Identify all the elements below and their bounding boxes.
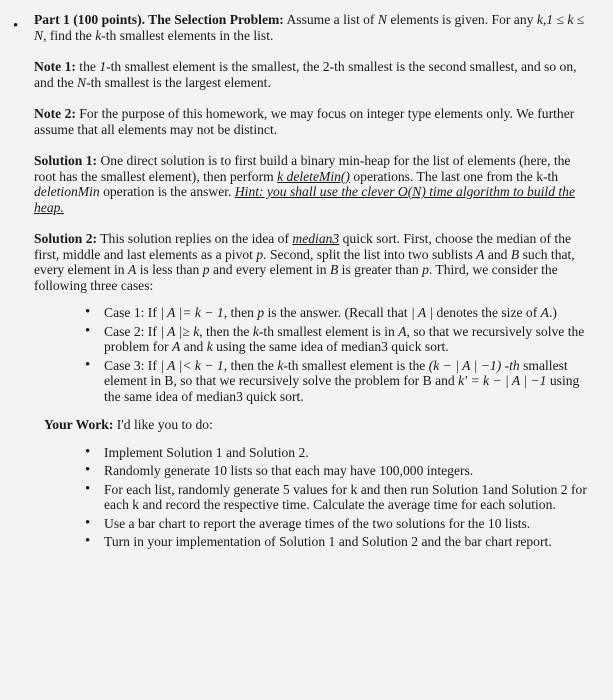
your-work-heading <box>44 417 594 433</box>
note2-label: Note 2: <box>34 106 76 121</box>
solution2-text: This solution replies on the idea of <box>97 231 293 246</box>
work-item: • Turn in your implementation of Solution 1 and Solution 2 and the bar chart report. <box>104 534 594 550</box>
hint-text: Hint: you shall use the clever O(N) time algorithm to build the heap. <box>34 184 576 215</box>
your-work-text: I'd like you to do: <box>113 417 213 432</box>
case-text: smallest element in B, so that we recursively solve the problem for B and <box>104 357 568 388</box>
part-paragraph <box>34 12 594 43</box>
note2-text: For the purpose of this homework, we may focus on integer type elements only. We further assume that all elements may not be distinct. <box>34 106 575 137</box>
math-a: A <box>476 246 485 262</box>
math-expr: | A |= k − 1 <box>160 305 224 320</box>
math-expr: k <box>277 357 284 373</box>
math-b: B <box>510 246 520 262</box>
case-text: , then <box>223 305 258 320</box>
math-expr: k <box>252 323 259 339</box>
work-item: • For each list, randomly generate 5 values for k and then run Solution 1and Solution 2 for each k and record the respective time. Calculate the average time for each solution. <box>104 482 594 513</box>
solution2-text: and every element in <box>209 262 330 277</box>
solution1-text: One direct solution is to first build a binary min-heap for the list of elements (here, the root has the smallest element), then perform <box>34 153 571 184</box>
math-one: 1 <box>99 59 107 74</box>
math-expr: p <box>257 305 265 320</box>
case-item <box>104 358 594 405</box>
solution1-paragraph <box>34 153 594 215</box>
math-p: p <box>256 246 264 262</box>
solution2-label: Solution 2: <box>34 231 98 246</box>
work-item: • Use a bar chart to report the average times of the two solutions for the 10 lists. <box>104 516 594 532</box>
math-expr: k <box>206 339 213 354</box>
solution1-text: operation is the answer. <box>99 184 235 199</box>
work-item: • Randomly generate 10 lists so that each may have 100,000 integers. <box>104 463 594 479</box>
cases-list <box>34 305 594 404</box>
math-k: k <box>95 27 102 43</box>
work-list <box>34 445 594 550</box>
note2-paragraph <box>34 106 594 137</box>
work-item: • Implement Solution 1 and Solution 2. <box>104 445 594 461</box>
case-text: .) <box>548 305 557 320</box>
math-expr: | A | <box>410 305 434 320</box>
math-b: B <box>329 262 339 277</box>
case-text: using the same idea of median3 quick sort. <box>104 373 580 404</box>
solution2-text: quick sort. First, choose the median of the first, middle and last elements as a pivot <box>34 231 572 262</box>
deletemin-op: k deleteMin() <box>277 168 350 184</box>
math-range: k,1 ≤ k ≤ N <box>34 12 585 43</box>
case-text: , then the <box>199 323 253 339</box>
case-text: -th smallest element is in <box>258 323 399 339</box>
note1-text: -th smallest is the largest element. <box>86 74 271 90</box>
deletionmin-op: deletionMin <box>34 184 100 199</box>
math-a: A <box>127 262 137 277</box>
math-n: N <box>377 12 387 27</box>
case-item <box>104 305 594 321</box>
median3-term: median3 <box>292 231 340 246</box>
note1-text: -th smallest element is the smallest, the 2-th smallest is the second smallest, and so on, and the <box>34 59 577 90</box>
case-text: -th smallest element is the <box>283 357 429 373</box>
note1-label: Note 1: <box>34 59 76 74</box>
case-text: , then the <box>223 357 278 373</box>
case-text: denotes the size of <box>433 305 541 320</box>
part-text: elements is given. For any <box>386 12 537 27</box>
solution2-paragraph <box>34 231 594 293</box>
part-heading: Part 1 (100 points). The Selection Problem: <box>34 12 284 27</box>
case-text: Case 3: If <box>104 357 161 373</box>
math-p: p <box>422 262 429 277</box>
solution2-text: is less than <box>136 262 203 277</box>
math-expr: k' = k − | A | −1 <box>458 373 547 388</box>
math-n: N <box>77 74 87 90</box>
case-text: Case 2: If <box>104 323 161 339</box>
math-expr: (k − | A | −1) -th <box>428 357 520 373</box>
solution2-text: . Second, split the list into two sublists <box>263 246 477 262</box>
case-text: Case 1: If <box>104 305 161 320</box>
part-text: -th smallest elements in the list. <box>101 27 274 43</box>
bullet-icon: • <box>13 18 19 34</box>
math-expr: | A |< k − 1 <box>160 357 224 373</box>
math-expr: A <box>540 305 549 320</box>
case-text: is the answer. (Recall that <box>264 305 411 320</box>
case-text: , so that we recursively solve the problem for <box>104 323 585 354</box>
solution2-text: . Third, we consider the following three cases: <box>34 262 558 293</box>
part-text: , find the <box>43 27 96 43</box>
math-expr: A <box>171 339 181 354</box>
solution1-label: Solution 1: <box>34 153 98 168</box>
math-expr: | A |≥ k <box>160 323 200 339</box>
note1-text: the <box>75 59 100 74</box>
your-work-label: Your Work: <box>44 417 114 432</box>
math-expr: A <box>398 323 407 339</box>
solution1-text: operations. The last one from the k-th <box>349 168 559 184</box>
case-text: using the same idea of median3 quick sort. <box>212 339 449 354</box>
math-p: p <box>202 262 210 277</box>
solution2-text: and <box>484 246 511 262</box>
solution2-text: such that, every element in <box>34 246 575 277</box>
case-item <box>104 324 594 355</box>
part-text: Assume a list of <box>283 12 378 27</box>
note1-paragraph <box>34 59 594 90</box>
solution2-text: is greater than <box>338 262 423 277</box>
document-body <box>34 12 594 553</box>
case-text: and <box>180 339 207 354</box>
